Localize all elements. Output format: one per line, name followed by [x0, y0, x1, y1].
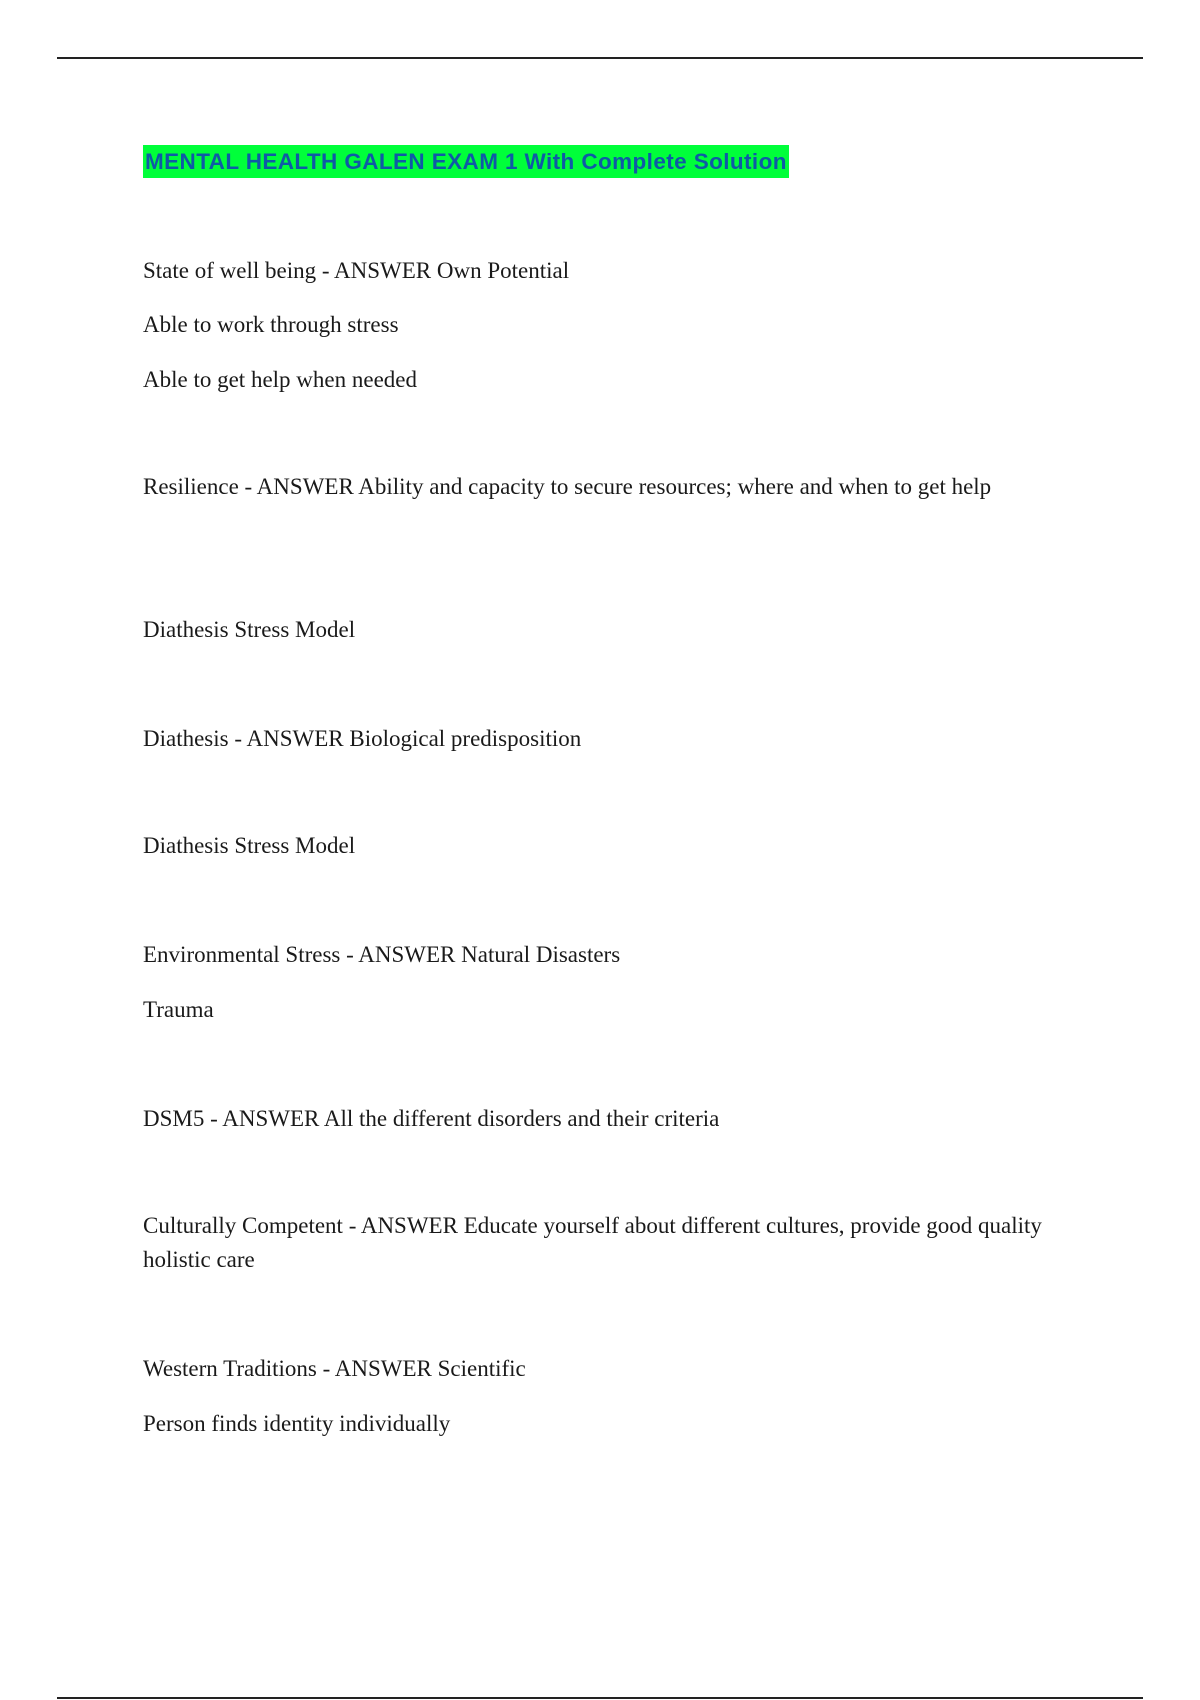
qa-line-diathesis: Diathesis - ANSWER Biological predisposition	[143, 726, 582, 751]
qa-line-diathesis-model-2: Diathesis Stress Model	[143, 833, 356, 858]
qa-line-dsm5: DSM5 - ANSWER All the different disorders and their criteria	[143, 1106, 720, 1131]
qa-line-identity: Person finds identity individually	[143, 1411, 451, 1436]
qa-line-environmental-stress: Environmental Stress - ANSWER Natural Disasters	[143, 942, 621, 967]
qa-line-western-traditions: Western Traditions - ANSWER Scientific	[143, 1356, 526, 1381]
qa-line-diathesis-model-1: Diathesis Stress Model	[143, 617, 356, 642]
qa-line-work-stress: Able to work through stress	[143, 312, 399, 337]
qa-line-get-help: Able to get help when needed	[143, 367, 417, 392]
header-rule	[57, 57, 1143, 59]
qa-line-trauma: Trauma	[143, 997, 214, 1022]
footer-rule	[57, 1697, 1143, 1699]
qa-line-resilience: Resilience - ANSWER Ability and capacity to secure resources; where and when to get help	[143, 474, 992, 499]
qa-line-culturally-competent: Culturally Competent - ANSWER Educate yourself about different cultures, provide good quality holistic care	[143, 1213, 1042, 1272]
qa-line-well-being: State of well being - ANSWER Own Potential	[143, 258, 570, 283]
document-title: MENTAL HEALTH GALEN EXAM 1 With Complete Solution	[143, 145, 789, 178]
